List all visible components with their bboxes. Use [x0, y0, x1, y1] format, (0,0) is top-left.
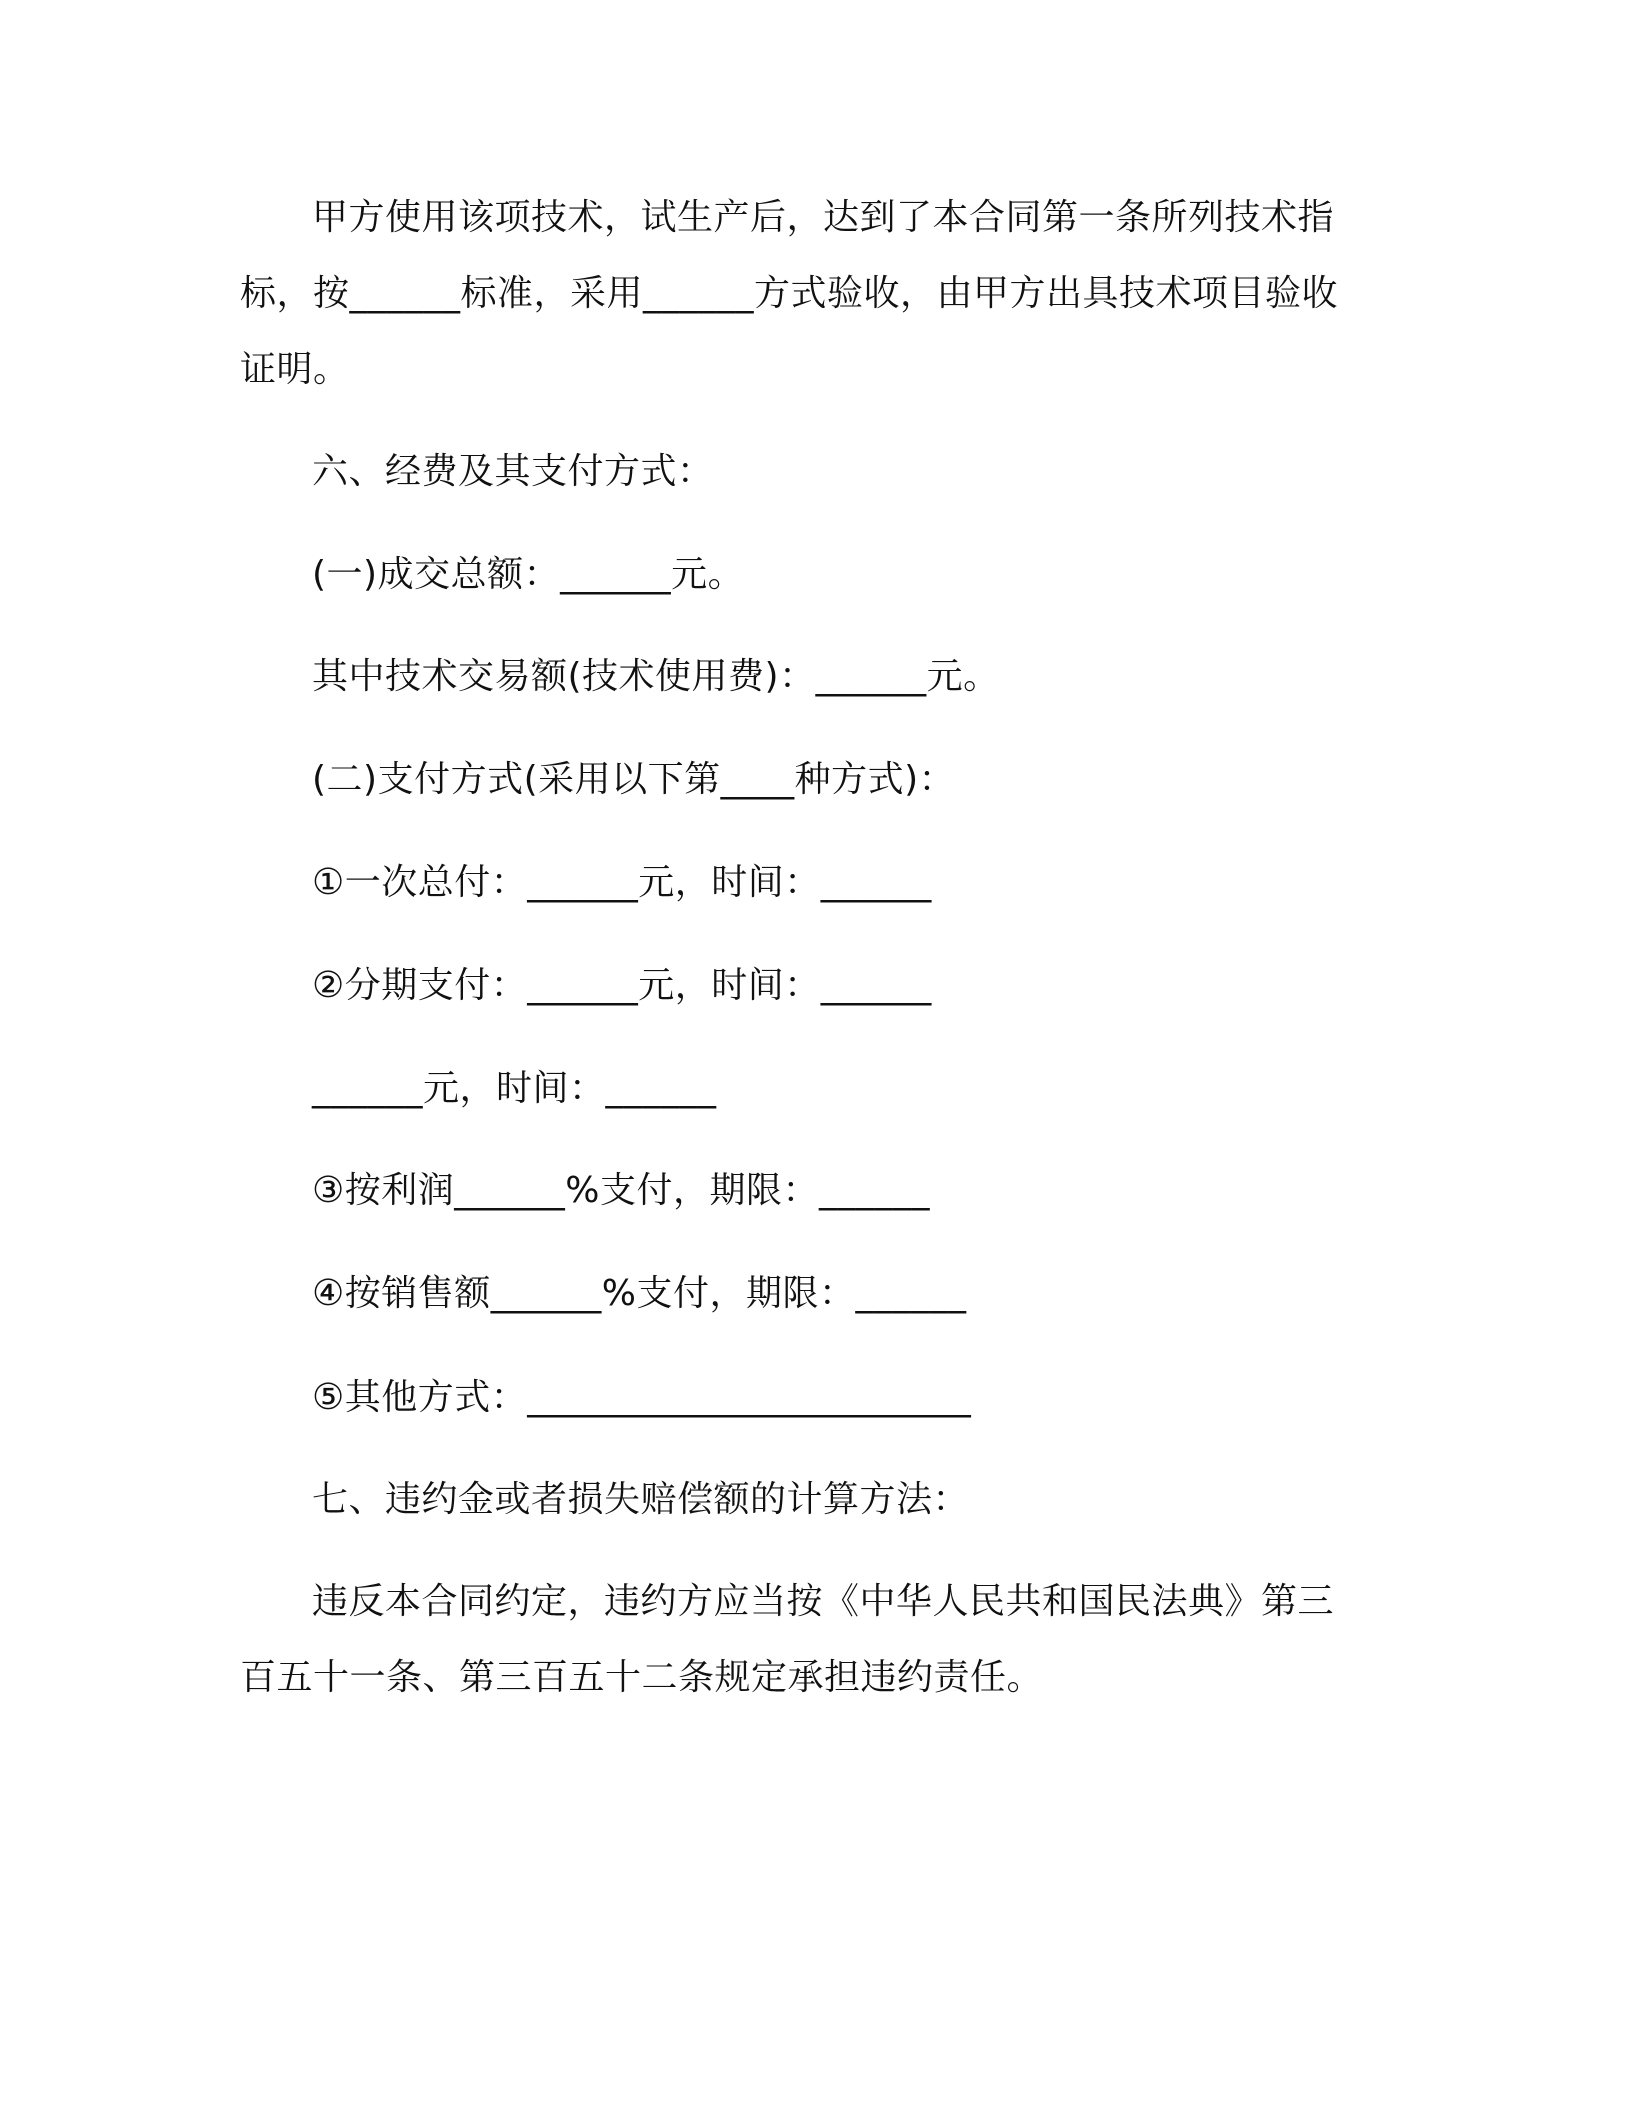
section-6-heading: 六、经费及其支付方式：	[312, 451, 714, 492]
tech-fee-line: 其中技术交易额(技术使用费)：______元。	[312, 656, 1000, 697]
payment-option-3: ③按利润______%支付，期限：______	[312, 1170, 930, 1211]
section-7-heading: 七、违约金或者损失赔偿额的计算方法：	[312, 1479, 970, 1520]
payment-option-2-line-2: ______元，时间：______	[312, 1068, 717, 1109]
acceptance-paragraph-line-2: 标，按______标准，采用______方式验收，由甲方出具技术项目验收	[240, 273, 1339, 314]
acceptance-paragraph-line-3: 证明。	[240, 349, 350, 390]
total-amount-line: (一)成交总额：______元。	[312, 554, 745, 595]
payment-option-5: ⑤其他方式：________________________	[312, 1377, 972, 1418]
section-7-paragraph-line-2: 百五十一条、第三百五十二条规定承担违约责任。	[240, 1657, 1044, 1698]
acceptance-paragraph-line-1: 甲方使用该项技术，试生产后，达到了本合同第一条所列技术指	[312, 197, 1335, 238]
payment-option-2-line-1: ②分期支付：______元，时间：______	[312, 965, 932, 1006]
payment-option-1: ①一次总付：______元，时间：______	[312, 862, 932, 903]
payment-method-line: (二)支付方式(采用以下第____种方式)：	[312, 759, 956, 800]
section-7-paragraph-line-1: 违反本合同约定，违约方应当按《中华人民共和国民法典》第三	[312, 1581, 1335, 1622]
payment-option-4: ④按销售额______%支付，期限：______	[312, 1273, 967, 1314]
